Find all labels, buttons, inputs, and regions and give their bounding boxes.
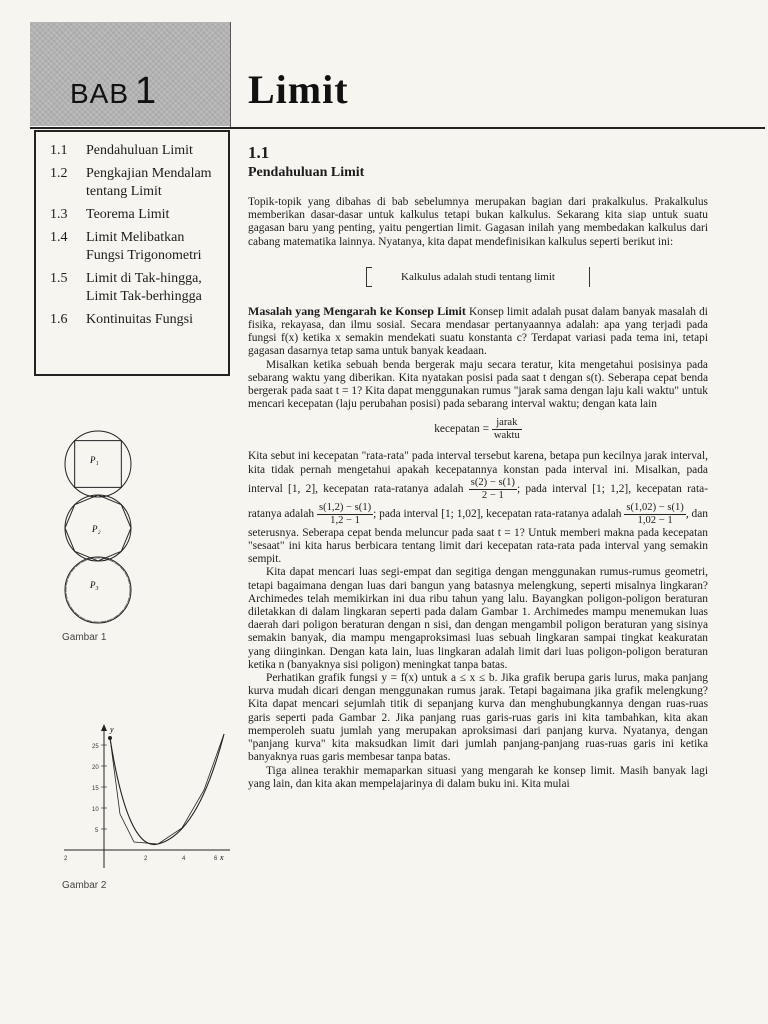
toc-text: Pengkajian Mendalam tentang Limit	[86, 166, 212, 199]
toc-text: Limit Melibatkan Fungsi Trigonometri	[86, 230, 202, 263]
figure-2-xtick: 2	[64, 856, 68, 862]
figure-2-ytick: 25	[92, 744, 99, 750]
paragraph-text: Kita sebut ini kecepatan "rata-rata" pada interval tersebut karena, betapa pun kecilnya jarak interval, kita tidak pernah mengetahui apakah kecepatannya konstan pada interval ini. Misalkan, pada interval [1, 2], kecepatan rata-ratanya adalah	[248, 450, 708, 495]
figure-2-ytick: 10	[92, 807, 99, 813]
fraction-numerator: s(2) − s(1)	[470, 476, 515, 488]
header-divider	[30, 127, 765, 129]
paragraph-velocity: Misalkan ketika sebuah benda bergerak maju secara teratur, kita mengetahui posisinya pada sebarang waktu yang diberikan. Kita nyatakan posisi pada saat t dengan s(t). Seberapa cepat benda bergerak pada saat t = 1? Kita dapat menggunakan rumus "jarak sama dengan laju kali waktu" untuk mencari kecepatan (laju perubahan posisi) pada sebarang interval waktu; dengan kata lain	[248, 358, 708, 411]
figure-1-circle-polygon	[60, 552, 136, 628]
toc-text: Pendahuluan Limit	[86, 143, 193, 158]
fraction-denominator: 1,2 − 1	[330, 514, 360, 526]
figure-2-xtick: 6	[214, 856, 218, 862]
toc-number: 1.1	[50, 143, 68, 158]
equation-lhs: kecepatan =	[434, 423, 490, 436]
toc-number: 1.3	[50, 207, 68, 222]
toc-item	[50, 311, 222, 329]
chapter-title: Limit	[248, 67, 349, 112]
fraction-denominator: 2 − 1	[481, 489, 504, 501]
toc-item	[50, 229, 222, 265]
section-number: 1.1	[248, 143, 270, 162]
figure-2-y-label: y	[110, 725, 114, 734]
toc-text: Kontinuitas Fungsi	[86, 312, 193, 327]
toc-item	[50, 206, 222, 224]
paragraph-text: , dan seterusnya. Seberapa cepat benda meluncur pada saat t = 1? Untuk memberi makna pada kecepatan "sesaat" ini kita harus berbicara tentang limit dari kecepatan rata-rata pada interval yang semakin sempit.	[248, 507, 708, 566]
chapter-label-text: BAB	[70, 78, 130, 109]
chapter-toc	[34, 130, 230, 376]
figure-2-xtick: 4	[182, 856, 186, 862]
figure-2-graph	[58, 722, 236, 872]
figure-2-ytick: 5	[95, 828, 99, 834]
toc-text: Limit di Tak-hingga, Limit Tak-berhingga	[86, 271, 202, 304]
paragraph-concept	[248, 305, 708, 359]
toc-number: 1.6	[50, 312, 68, 327]
equation-fraction	[492, 417, 522, 442]
paragraph-text: ; pada interval [1; 1,2], kecepatan rata-ratanya adalah	[248, 482, 708, 520]
fraction-2	[317, 502, 373, 527]
toc-number: 1.2	[50, 166, 68, 181]
paragraph-closing: Tiga alinea terakhir memaparkan situasi yang mengarah ke konsep limit. Masih banyak lagi yang lain, dan kita akan mempelajarinya di dalam buku ini. Kita mulai	[248, 764, 708, 790]
figure-1-label-p3: P₃	[90, 580, 99, 590]
paragraph-archimedes: Kita dapat mencari luas segi-empat dan segitiga dengan menggunakan rumus-rumus geometri, tetapi bagaimana dengan luas dari bangun yang batasnya melengkung, seperti misalnya lingkaran? Archimedes telah memikirkan ini dua ribu tahun yang lalu. Bayangkan poligon-poligon beraturan diletakkan di dalam lingkaran seperti pada dalam Gambar 1. Archimedes mampu menemukan luas daerah dari poligon beraturan dengan n sisi, dan dengan mengambil poligon beraturan yang sisinya semakin banyak, dia mampu mengaproksimasi luas sebuah lingkaran sampai tingkat keakuratan yang diinginkan. Dengan kata lain, luas lingkaran adalah limit dari luas poligon-poligon beraturan ketika n (banyaknya sisi poligon) meningkat tanpa batas.	[248, 566, 708, 671]
fraction-numerator: s(1,02) − s(1)	[626, 501, 684, 513]
main-text	[248, 142, 708, 791]
paragraph-concept-text: Konsep limit adalah pusat dalam banyak masalah di fisika, rekayasa, dan ilmu sosial. Secara mendasar pertanyaannya adalah: apa yang terjadi pada fungsi f(x) ketika x semakin mendekati suatu konstanta c? Terdapat variasi pada tema ini, tetapi gagasan dasarnya tetap sama untuk banyak keadaan.	[248, 305, 708, 358]
paragraph-curve-length: Perhatikan grafik fungsi y = f(x) untuk a ≤ x ≤ b. Jika grafik berupa garis lurus, maka panjang kurva mudah dicari dengan menggunakan rumus jarak. Tetapi bagaimana jika grafik melengkung? Kita dapat mencari sejumlah titik di sepanjang kurva dan menghubungkannya dengan ruas-ruas garis seperti pada Gambar 2. Jika panjang ruas garis-ruas garis ini kita tambahkan, kita akan memperoleh suatu jumlah yang merupakan aproksimasi dari panjang kurva. Nyatanya, dengan "panjang kurva" kita maksudkan limit dari jumlah panjang-panjang ruas-ruas garis ini ketika banyaknya ruas garis membesar tanpa batas.	[248, 672, 708, 764]
figure-2-ytick: 15	[92, 786, 99, 792]
toc-item	[50, 165, 222, 201]
header-divider-vertical	[230, 22, 231, 128]
figure-2-segments	[110, 734, 224, 844]
equation-numerator: jarak	[492, 417, 522, 430]
paragraph-lead: Masalah yang Mengarah ke Konsep Limit	[248, 303, 466, 318]
callout-box: Kalkulus adalah studi tentang limit	[366, 267, 590, 287]
toc-number: 1.5	[50, 271, 68, 286]
figure-1-label-p1: P₁	[90, 455, 99, 465]
chapter-number: 1	[135, 70, 158, 112]
figure-1-label-p2: P₂	[92, 524, 101, 534]
paragraph-average-velocity	[248, 450, 708, 566]
toc-item	[50, 270, 222, 306]
toc-text: Teorema Limit	[86, 207, 170, 222]
section-title: Pendahuluan Limit	[248, 165, 365, 180]
velocity-equation	[248, 417, 708, 442]
fraction-1	[469, 477, 517, 502]
fraction-3	[624, 502, 685, 527]
toc-number: 1.4	[50, 230, 68, 245]
paragraph-text: ; pada interval [1; 1,02], kecepatan rata-ratanya adalah	[373, 507, 622, 520]
figure-2-ytick: 20	[92, 765, 99, 771]
fraction-denominator: 1,02 − 1	[637, 514, 673, 526]
paragraph-intro: Topik-topik yang dibahas di bab sebelumnya merupakan bagian dari prakalkulus. Prakalkulus memberikan dasar-dasar untuk kalkulus tetapi bukan kalkulus. Sekarang kita siap untuk suatu gagasan baru yang penting, yaitu pengertian limit. Gagasan inilah yang membedakan kalkulus dari cabang matematika lainnya. Nyatanya, kita dapat mendefinisikan kalkulus seperti berikut ini:	[248, 196, 708, 248]
figure-2-caption: Gambar 2	[62, 880, 107, 891]
figure-1-caption: Gambar 1	[62, 632, 107, 643]
toc-item	[50, 142, 222, 160]
figure-2-xtick: 2	[144, 856, 148, 862]
chapter-label	[70, 70, 157, 113]
equation-denominator: waktu	[493, 430, 520, 442]
figure-2-x-label: x	[220, 853, 224, 862]
fraction-numerator: s(1,2) − s(1)	[318, 501, 372, 513]
